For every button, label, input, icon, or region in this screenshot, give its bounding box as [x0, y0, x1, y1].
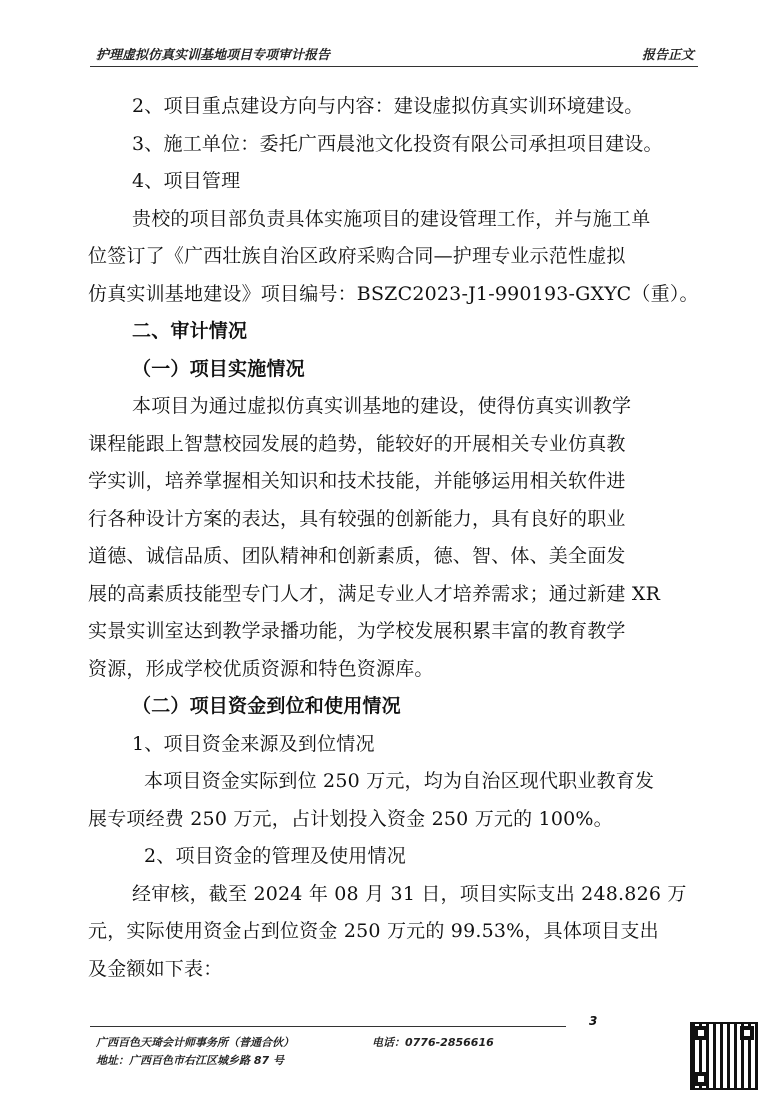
- footer-address: 地址：广西百色市右江区城乡路 87 号: [96, 1054, 284, 1067]
- section-label: 报告正文: [641, 48, 694, 63]
- paragraph-line: 2、项目重点建设方向与内容：建设虚拟仿真实训环境建设。: [132, 95, 644, 117]
- paragraph-line: 行各种设计方案的表达，具有较强的创新能力，具有良好的职业: [88, 507, 626, 530]
- footer-firm-name: 广西百色天琦会计师事务所（普通合伙）: [96, 1036, 294, 1049]
- section-heading: （二）项目资金到位和使用情况: [132, 695, 401, 717]
- report-body: [88, 88, 699, 988]
- paragraph-line: 3、施工单位：委托广西晨池文化投资有限公司承担项目建设。: [132, 132, 663, 155]
- paragraph-line: 展专项经费 250 万元，占计划投入资金 250 万元的 100%。: [88, 807, 613, 830]
- paragraph-line: 经审核，截至 2024 年 08 月 31 日，项目实际支出 248.826 万: [132, 882, 687, 905]
- paragraph-line: 资源，形成学校优质资源和特色资源库。: [88, 657, 434, 680]
- paragraph-line: 本项目为通过虚拟仿真实训基地的建设，使得仿真实训教学: [132, 395, 632, 417]
- paragraph-line: 道德、诚信品质、团队精神和创新素质，德、智、体、美全面发: [88, 545, 626, 567]
- report-title: 护理虚拟仿真实训基地项目专项审计报告: [96, 48, 331, 63]
- paragraph-line: 2、项目资金的管理及使用情况: [144, 845, 406, 867]
- paragraph-line: 展的高素质技能型专门人才，满足专业人才培养需求；通过新建 XR: [88, 582, 661, 605]
- paragraph-line: 位签订了《广西壮族自治区政府采购合同—护理专业示范性虚拟: [88, 245, 626, 267]
- header-divider: [90, 66, 698, 67]
- paragraph-line: 元，实际使用资金占到位资金 250 万元的 99.53%，具体项目支出: [88, 920, 659, 942]
- paragraph-line: 学实训，培养掌握相关知识和技术技能，并能够运用相关软件进: [88, 470, 626, 492]
- paragraph-line: 1、项目资金来源及到位情况: [132, 732, 375, 755]
- paragraph-line: 课程能跟上智慧校园发展的趋势，能较好的开展相关专业仿真教: [88, 432, 626, 455]
- paragraph-line: 贵校的项目部负责具体实施项目的建设管理工作，并与施工单: [132, 207, 651, 230]
- paragraph-line: 及金额如下表：: [88, 957, 223, 980]
- page-number: 3: [589, 1014, 598, 1028]
- footer-divider: [90, 1026, 566, 1027]
- qr-code-icon: [690, 1022, 758, 1090]
- paragraph-line: 本项目资金实际到位 250 万元，均为自治区现代职业教育发: [144, 770, 655, 792]
- section-heading: 二、审计情况: [132, 320, 248, 342]
- paragraph-line: 实景实训室达到教学录播功能，为学校发展积累丰富的教育教学: [88, 620, 626, 642]
- section-heading: （一）项目实施情况: [132, 357, 305, 380]
- paragraph-line: 4、项目管理: [132, 170, 241, 192]
- footer-phone: 电话：0776-2856616: [372, 1036, 494, 1049]
- paragraph-line: 仿真实训基地建设》项目编号：BSZC2023-J1-990193-GXYC（重）。: [88, 282, 699, 305]
